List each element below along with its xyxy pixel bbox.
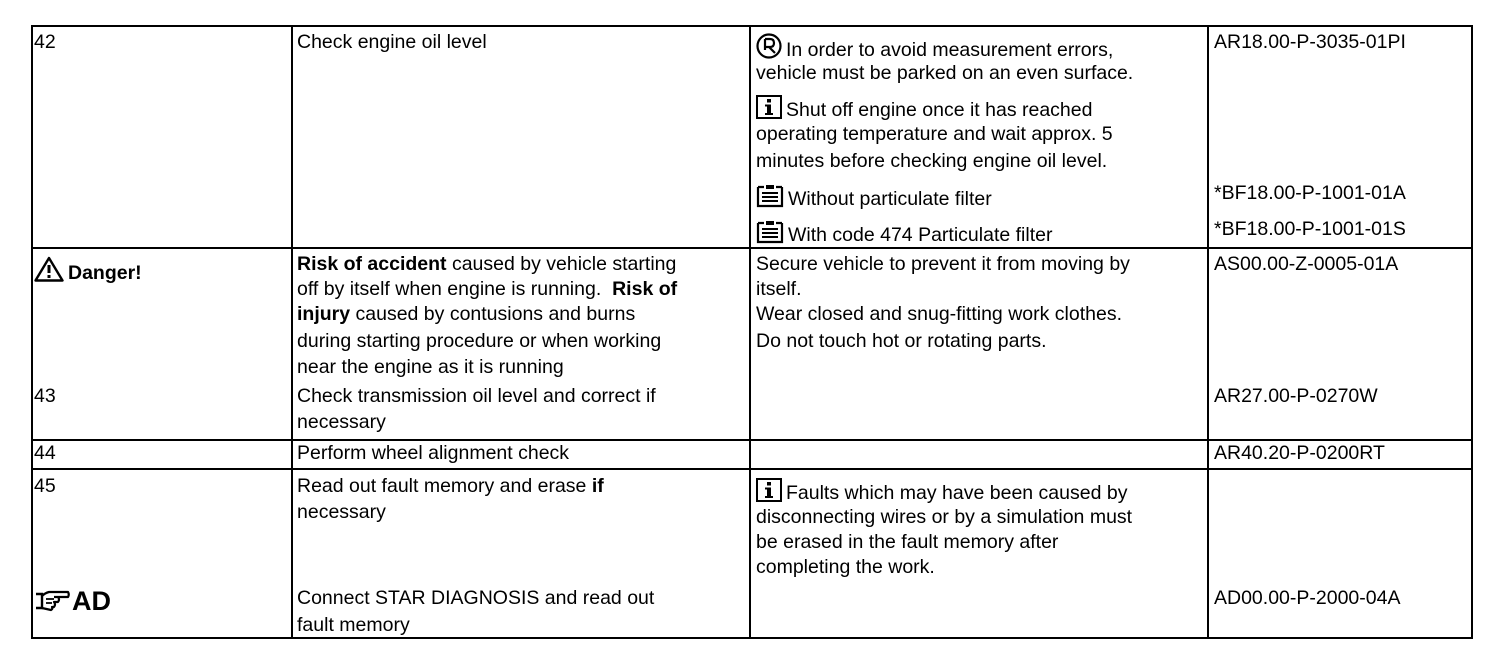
reference-code: AS00.00-Z-0005-01A xyxy=(1214,253,1399,275)
danger-text-line: near the engine as it is running xyxy=(297,356,564,378)
pointing-hand-icon xyxy=(34,588,70,612)
note-line: In order to avoid measurement errors, xyxy=(756,33,1113,63)
spec-table-icon xyxy=(756,184,784,208)
danger-note-line: Do not touch hot or rotating parts. xyxy=(756,330,1047,352)
ad-label: AD xyxy=(34,585,111,617)
task-text: Perform wheel alignment check xyxy=(297,442,570,464)
note-wrench-icon xyxy=(756,33,782,59)
note-line: operating temperature and wait approx. 5 xyxy=(756,123,1113,145)
note-line: Without particulate filter xyxy=(756,184,992,212)
danger-text-line: Risk of accident caused by vehicle starting xyxy=(297,253,677,275)
task-text: Connect STAR DIAGNOSIS and read out xyxy=(297,587,655,609)
task-text: necessary xyxy=(297,411,386,433)
step-number: 42 xyxy=(34,31,56,53)
spec-table-icon xyxy=(756,220,784,244)
danger-note-line: itself. xyxy=(756,278,802,300)
reference-code: AR18.00-P-3035-01PI xyxy=(1214,31,1406,53)
task-text: Read out fault memory and erase if xyxy=(297,475,604,497)
note-line: disconnecting wires or by a simulation must xyxy=(756,506,1133,528)
task-text: Check engine oil level xyxy=(297,31,487,53)
note-line: be erased in the fault memory after xyxy=(756,531,1059,553)
reference-code: *BF18.00-P-1001-01A xyxy=(1214,182,1406,204)
step-number: 45 xyxy=(34,475,56,497)
table-border-right xyxy=(1471,25,1473,637)
reference-code: AR40.20-P-0200RT xyxy=(1214,442,1385,464)
note-line: completing the work. xyxy=(756,556,935,578)
info-icon xyxy=(756,478,782,502)
reference-code: AR27.00-P-0270W xyxy=(1214,385,1378,407)
reference-code: AD00.00-P-2000-04A xyxy=(1214,587,1401,609)
danger-note-line: Wear closed and snug-fitting work clothes. xyxy=(756,303,1122,325)
danger-text-line: injury caused by contusions and burns xyxy=(297,303,636,325)
step-number: 44 xyxy=(34,442,56,464)
note-line: Shut off engine once it has reached xyxy=(756,95,1092,123)
task-text: fault memory xyxy=(297,614,410,636)
danger-label: Danger! xyxy=(34,256,142,286)
step-number: 43 xyxy=(34,385,56,407)
maintenance-table xyxy=(31,25,1473,639)
table-border-top xyxy=(31,25,1473,27)
column-divider xyxy=(1207,25,1209,637)
info-icon xyxy=(756,95,782,119)
danger-text-line: during starting procedure or when working xyxy=(297,330,662,352)
danger-text-line: off by itself when engine is running. Risk of xyxy=(297,278,678,300)
note-line: minutes before checking engine oil level. xyxy=(756,150,1108,172)
row-divider xyxy=(31,468,1473,470)
table-border-left xyxy=(31,25,33,637)
note-line: Faults which may have been caused by xyxy=(756,478,1127,506)
note-line: With code 474 Particulate filter xyxy=(756,220,1052,248)
danger-note-line: Secure vehicle to prevent it from moving by xyxy=(756,253,1130,275)
task-text: Check transmission oil level and correct if xyxy=(297,385,656,407)
note-line: vehicle must be parked on an even surface. xyxy=(756,62,1134,84)
reference-code: *BF18.00-P-1001-01S xyxy=(1214,218,1406,240)
table-border-bottom xyxy=(31,637,1473,639)
row-divider xyxy=(31,247,1473,249)
warning-triangle-icon xyxy=(34,256,64,282)
column-divider xyxy=(749,25,751,637)
column-divider xyxy=(291,25,293,637)
task-text: necessary xyxy=(297,501,386,523)
